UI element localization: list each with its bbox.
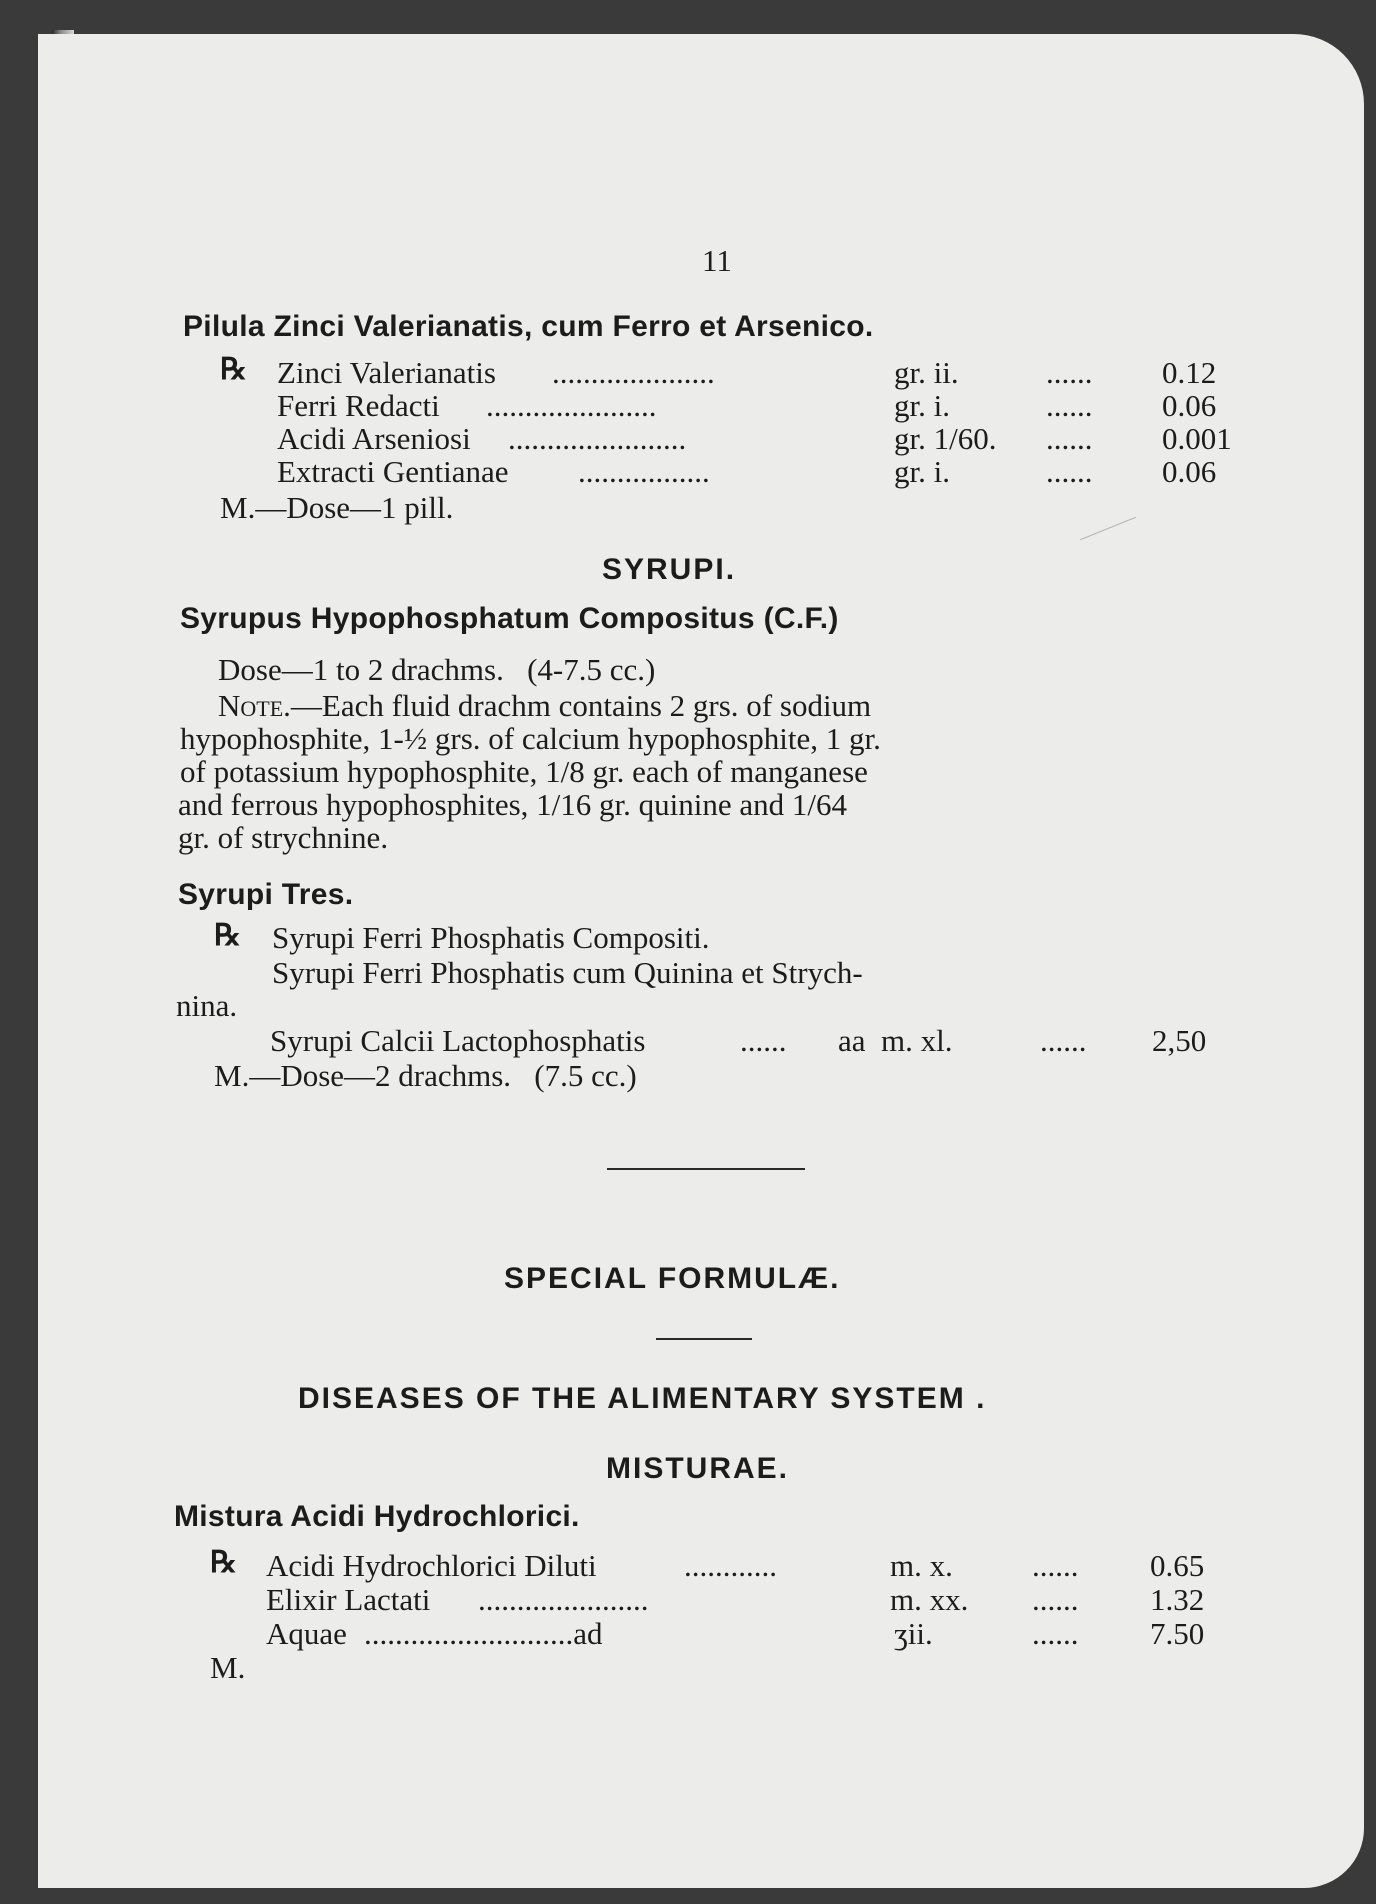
hypophos-note-line: gr. of strychnine. [178,820,389,855]
leader-dots: ...................... [486,388,657,423]
leader-dots: ................. [578,454,710,489]
divider [656,1338,752,1340]
leader-dots: ...... [1046,421,1093,456]
special-heading: SPECIAL FORMULÆ. [504,1262,841,1295]
hypophos-title [180,602,839,636]
tres-ingredient-name: Syrupi Calcii Lactophosphatis [270,1023,646,1058]
ingredient-name: Zinci Valerianatis [277,355,496,390]
pilula-title: Pilula Zinci Valerianatis, cum Ferro et Arsenico. [183,310,874,343]
ingredient-dose: gr. 1/60. [894,421,997,456]
hypophos-note-line: of potassium hypophosphite, 1/8 gr. each of manganese [180,754,868,789]
rx-symbol: ℞ [214,919,241,952]
ingredient-dose: gr. ii. [894,355,959,390]
leader-dots: ...........................ad [364,1616,603,1651]
leader-dots: ...... [740,1023,787,1058]
tres-line: Syrupi Ferri Phosphatis cum Quinina et Strych- [272,955,863,990]
misturae-heading: MISTURAE. [606,1452,789,1485]
ingredient-dose: m. x. [890,1548,953,1583]
ingredient-dose: gr. i. [894,388,950,423]
ingredient-name: Acidi Hydrochlorici Diluti [266,1548,597,1583]
ingredient-dose: ʒii. [894,1616,933,1651]
leader-dots: ............ [684,1548,777,1583]
mistura-directions: M. [210,1650,246,1685]
ingredient-dose: gr. i. [894,454,950,489]
note-text: —Each fluid drachm contains 2 grs. of sodium [290,688,872,723]
leader-dots: ...... [1032,1548,1079,1583]
page-number: 11 [702,243,732,278]
ingredient-metric: 0.65 [1150,1548,1205,1583]
tres-line: nina. [176,988,238,1023]
hypophos-note-line: and ferrous hypophosphites, 1/16 gr. quinine and 1/64 [178,787,847,822]
ingredient-name: Elixir Lactati [266,1582,431,1617]
pilula-directions: M.—Dose—1 pill. [220,490,454,525]
ingredient-name: Acidi Arseniosi [277,421,471,456]
ingredient-metric: 7.50 [1150,1616,1205,1651]
ingredient-name: Ferri Redacti [277,388,440,423]
hypophos-dose: Dose—1 to 2 drachms. (4-7.5 cc.) [218,652,656,687]
leader-dots: ...... [1040,1023,1087,1058]
ingredient-metric: 0.001 [1162,421,1232,456]
ingredient-name: Extracti Gentianae [277,454,509,489]
ingredient-metric: 0.12 [1162,355,1217,390]
rx-symbol: ℞ [220,353,247,386]
leader-dots: ...... [1046,388,1093,423]
leader-dots: ...................... [478,1582,649,1617]
leader-dots: ....................... [508,421,687,456]
leader-dots: ...... [1032,1616,1079,1651]
alimentary-heading: DISEASES OF THE ALIMENTARY SYSTEM . [298,1382,987,1415]
mistura-title: Mistura Acidi Hydrochlorici. [174,1500,580,1533]
leader-dots: ...... [1046,454,1093,489]
ingredient-name: Aquae [266,1616,347,1651]
tres-title: Syrupi Tres. [178,878,354,911]
note-label: Note. [218,688,291,723]
divider [607,1168,805,1170]
hypophos-note-line [218,688,871,724]
leader-dots: ..................... [552,355,715,390]
ingredient-metric: 0.06 [1162,388,1217,423]
tres-metric: 2,50 [1152,1023,1207,1058]
leader-dots: ...... [1046,355,1093,390]
hypophos-title-text: Syrupus Hypophosphatum Compositus [180,602,755,635]
hypophos-note-line: hypophosphite, 1-½ grs. of calcium hypophosphite, 1 gr. [180,721,881,756]
hypophos-title-suffix: (C.F.) [763,602,839,635]
ingredient-metric: 0.06 [1162,454,1217,489]
rx-symbol: ℞ [210,1546,237,1579]
tres-line: Syrupi Ferri Phosphatis Compositi. [272,920,710,955]
leader-dots: ...... [1032,1582,1079,1617]
ingredient-dose: m. xx. [890,1582,969,1617]
tres-dose: aa m. xl. [838,1023,953,1058]
ingredient-metric: 1.32 [1150,1582,1205,1617]
tres-directions: M.—Dose—2 drachms. (7.5 cc.) [214,1058,637,1093]
syrupi-heading: SYRUPI. [602,553,737,586]
